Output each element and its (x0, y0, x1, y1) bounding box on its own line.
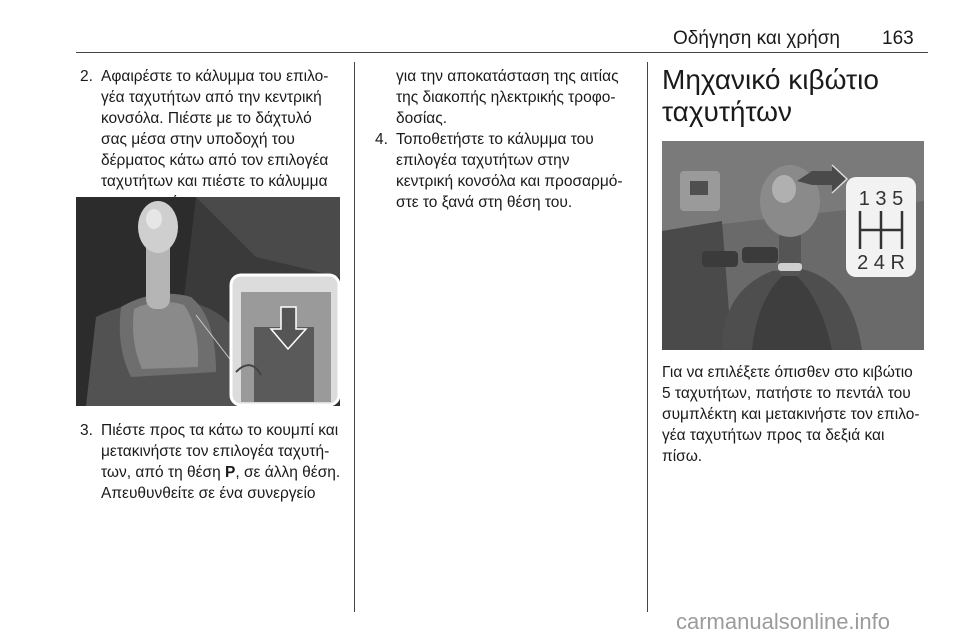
text-line: γέα ταχυτήτων προς τα δεξιά και (662, 427, 885, 444)
text-line: δέρματος κάτω από τον επιλογέα (101, 152, 329, 169)
text-line: μετακινήστε τον επιλογέα ταχυτή‐ (101, 443, 330, 460)
running-header-title: Οδήγηση και χρήση (673, 28, 840, 49)
text-line: Πιέστε προς τα κάτω το κουμπί και (101, 422, 339, 439)
column-divider-left (354, 62, 355, 612)
text-line: για την αποκατάσταση της αιτίας (396, 68, 619, 85)
section-heading (662, 64, 879, 128)
text-line: 5 ταχυτήτων, πατήστε το πεντάλ του (662, 385, 911, 402)
text-line: της διακοπής ηλεκτρικής τροφο‐ (396, 89, 616, 106)
step-3-number: 3. (80, 422, 93, 439)
reverse-gear-text (662, 362, 920, 467)
header-divider (76, 52, 928, 53)
gear-pattern-bottom: 2 4 R (857, 252, 905, 274)
text-line: επιλογέα ταχυτήτων στην (396, 152, 570, 169)
park-position-letter: P (225, 464, 236, 481)
text-line: κεντρική κονσόλα και προσαρμό‐ (396, 173, 623, 190)
column-divider-right (647, 62, 648, 612)
gear-pattern-top: 1 3 5 (858, 188, 904, 210)
text-line: Για να επιλέξετε όπισθεν στο κιβώτιο (662, 364, 913, 381)
text-line: Αφαιρέστε το κάλυμμα του επιλο‐ (101, 68, 329, 85)
text-line: Τοποθετήστε το κάλυμμα του (396, 131, 594, 148)
continuation-text (396, 66, 619, 129)
heading-line: Μηχανικό κιβώτιο (662, 64, 879, 95)
step-2-text (101, 66, 328, 213)
text-fragment: , σε άλλη θέση. (235, 464, 341, 481)
manual-gear-lever-illustration (662, 141, 924, 350)
text-line: πίσω. (662, 448, 703, 465)
watermark: carmanualsonline.info (676, 609, 891, 634)
selector-lever-cover-illustration (76, 197, 340, 406)
text-line: συμπλέκτη και μετακινήστε τον επιλο‐ (662, 406, 920, 423)
step-4-number: 4. (375, 131, 388, 148)
text-line (101, 462, 340, 483)
heading-line: ταχυτήτων (662, 96, 793, 127)
text-line: κονσόλα. Πιέστε με το δάχτυλό (101, 110, 312, 127)
text-fragment: των, από τη θέση (101, 464, 226, 481)
text-line: δοσίας. (396, 110, 447, 127)
page-number: 163 (882, 28, 914, 49)
text-line: στε το ξανά στη θέση του. (396, 194, 573, 211)
text-line: ταχυτήτων και πιέστε το κάλυμμα (101, 173, 328, 190)
text-line: γέα ταχυτήτων από την κεντρική (101, 89, 322, 106)
step-3-text (101, 420, 340, 504)
step-4-text (396, 129, 623, 213)
step-2-number: 2. (80, 68, 93, 85)
text-line: Απευθυνθείτε σε ένα συνεργείο (101, 485, 316, 502)
text-line: σας μέσα στην υποδοχή του (101, 131, 295, 148)
